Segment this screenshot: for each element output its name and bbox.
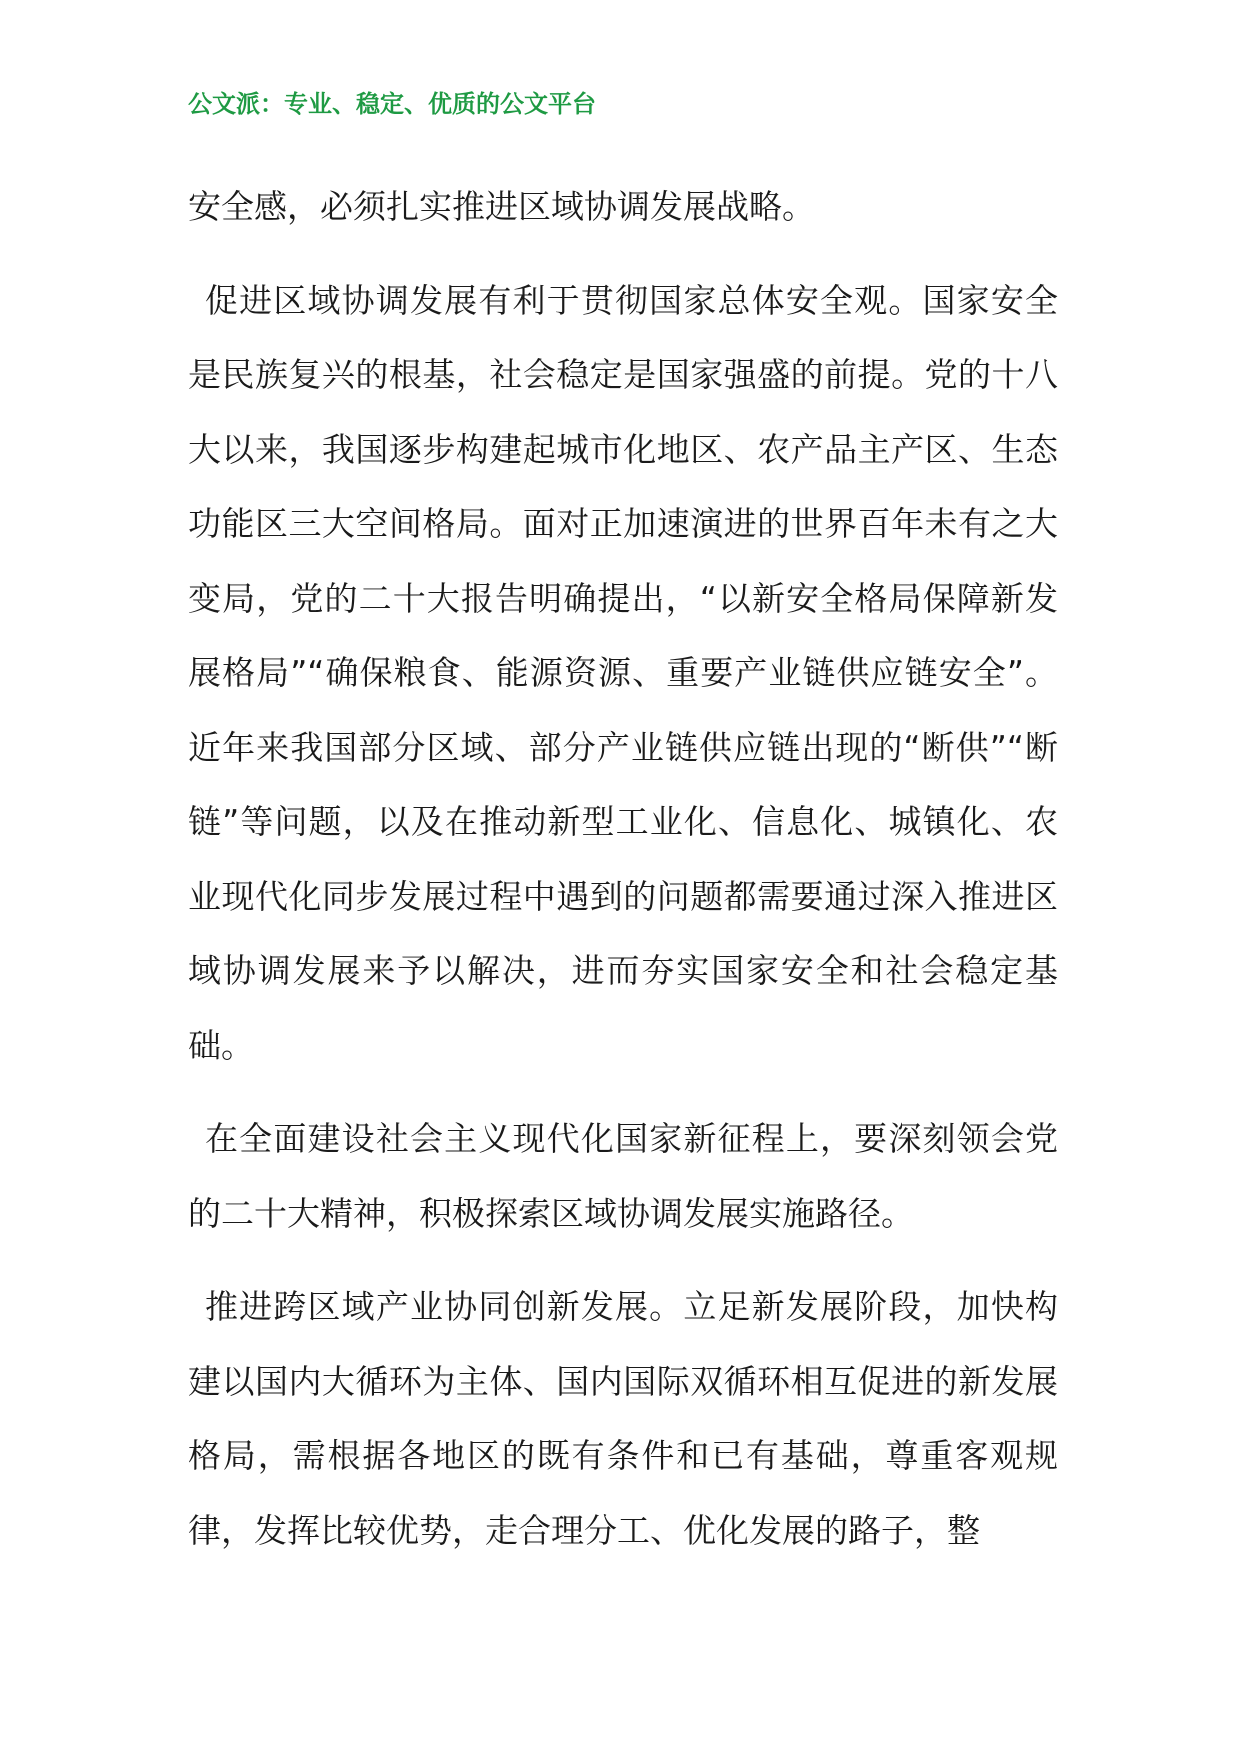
document-body [188,170,1058,1587]
paragraph-4: 推进跨区域产业协同创新发展。立足新发展阶段，加快构建以国内大循环为主体、国内国际双循环相互促进的新发展格局，需根据各地区的既有条件和已有基础，尊重客观规律，发挥比较优势，走合理分工、优化发展的路子，整 [188,1287,1058,1550]
page-header-title: 公文派：专业、稳定、优质的公文平台 [188,90,596,118]
paragraph-3: 在全面建设社会主义现代化国家新征程上，要深刻领会党的二十大精神，积极探索区域协调发展实施路径。 [188,1119,1058,1233]
paragraph-2: 促进区域协调发展有利于贯彻国家总体安全观。国家安全是民族复兴的根基，社会稳定是国家强盛的前提。党的十八大以来，我国逐步构建起城市化地区、农产品主产区、生态功能区三大空间格局。面对正加速演进的世界百年未有之大变局，党的二十大报告明确提出，“以新安全格局保障新发展格局”“确保粮食、能源资源、重要产业链供应链安全”。近年来我国部分区域、部分产业链供应链出现的“断供”“断链”等问题，以及在推动新型工业化、信息化、城镇化、农业现代化同步发展过程中遇到的问题都需要通过深入推进区域协调发展来予以解决，进而夯实国家安全和社会稳定基础。 [188,280,1058,1065]
paragraph-1: 安全感，必须扎实推进区域协调发展战略。 [188,187,815,226]
